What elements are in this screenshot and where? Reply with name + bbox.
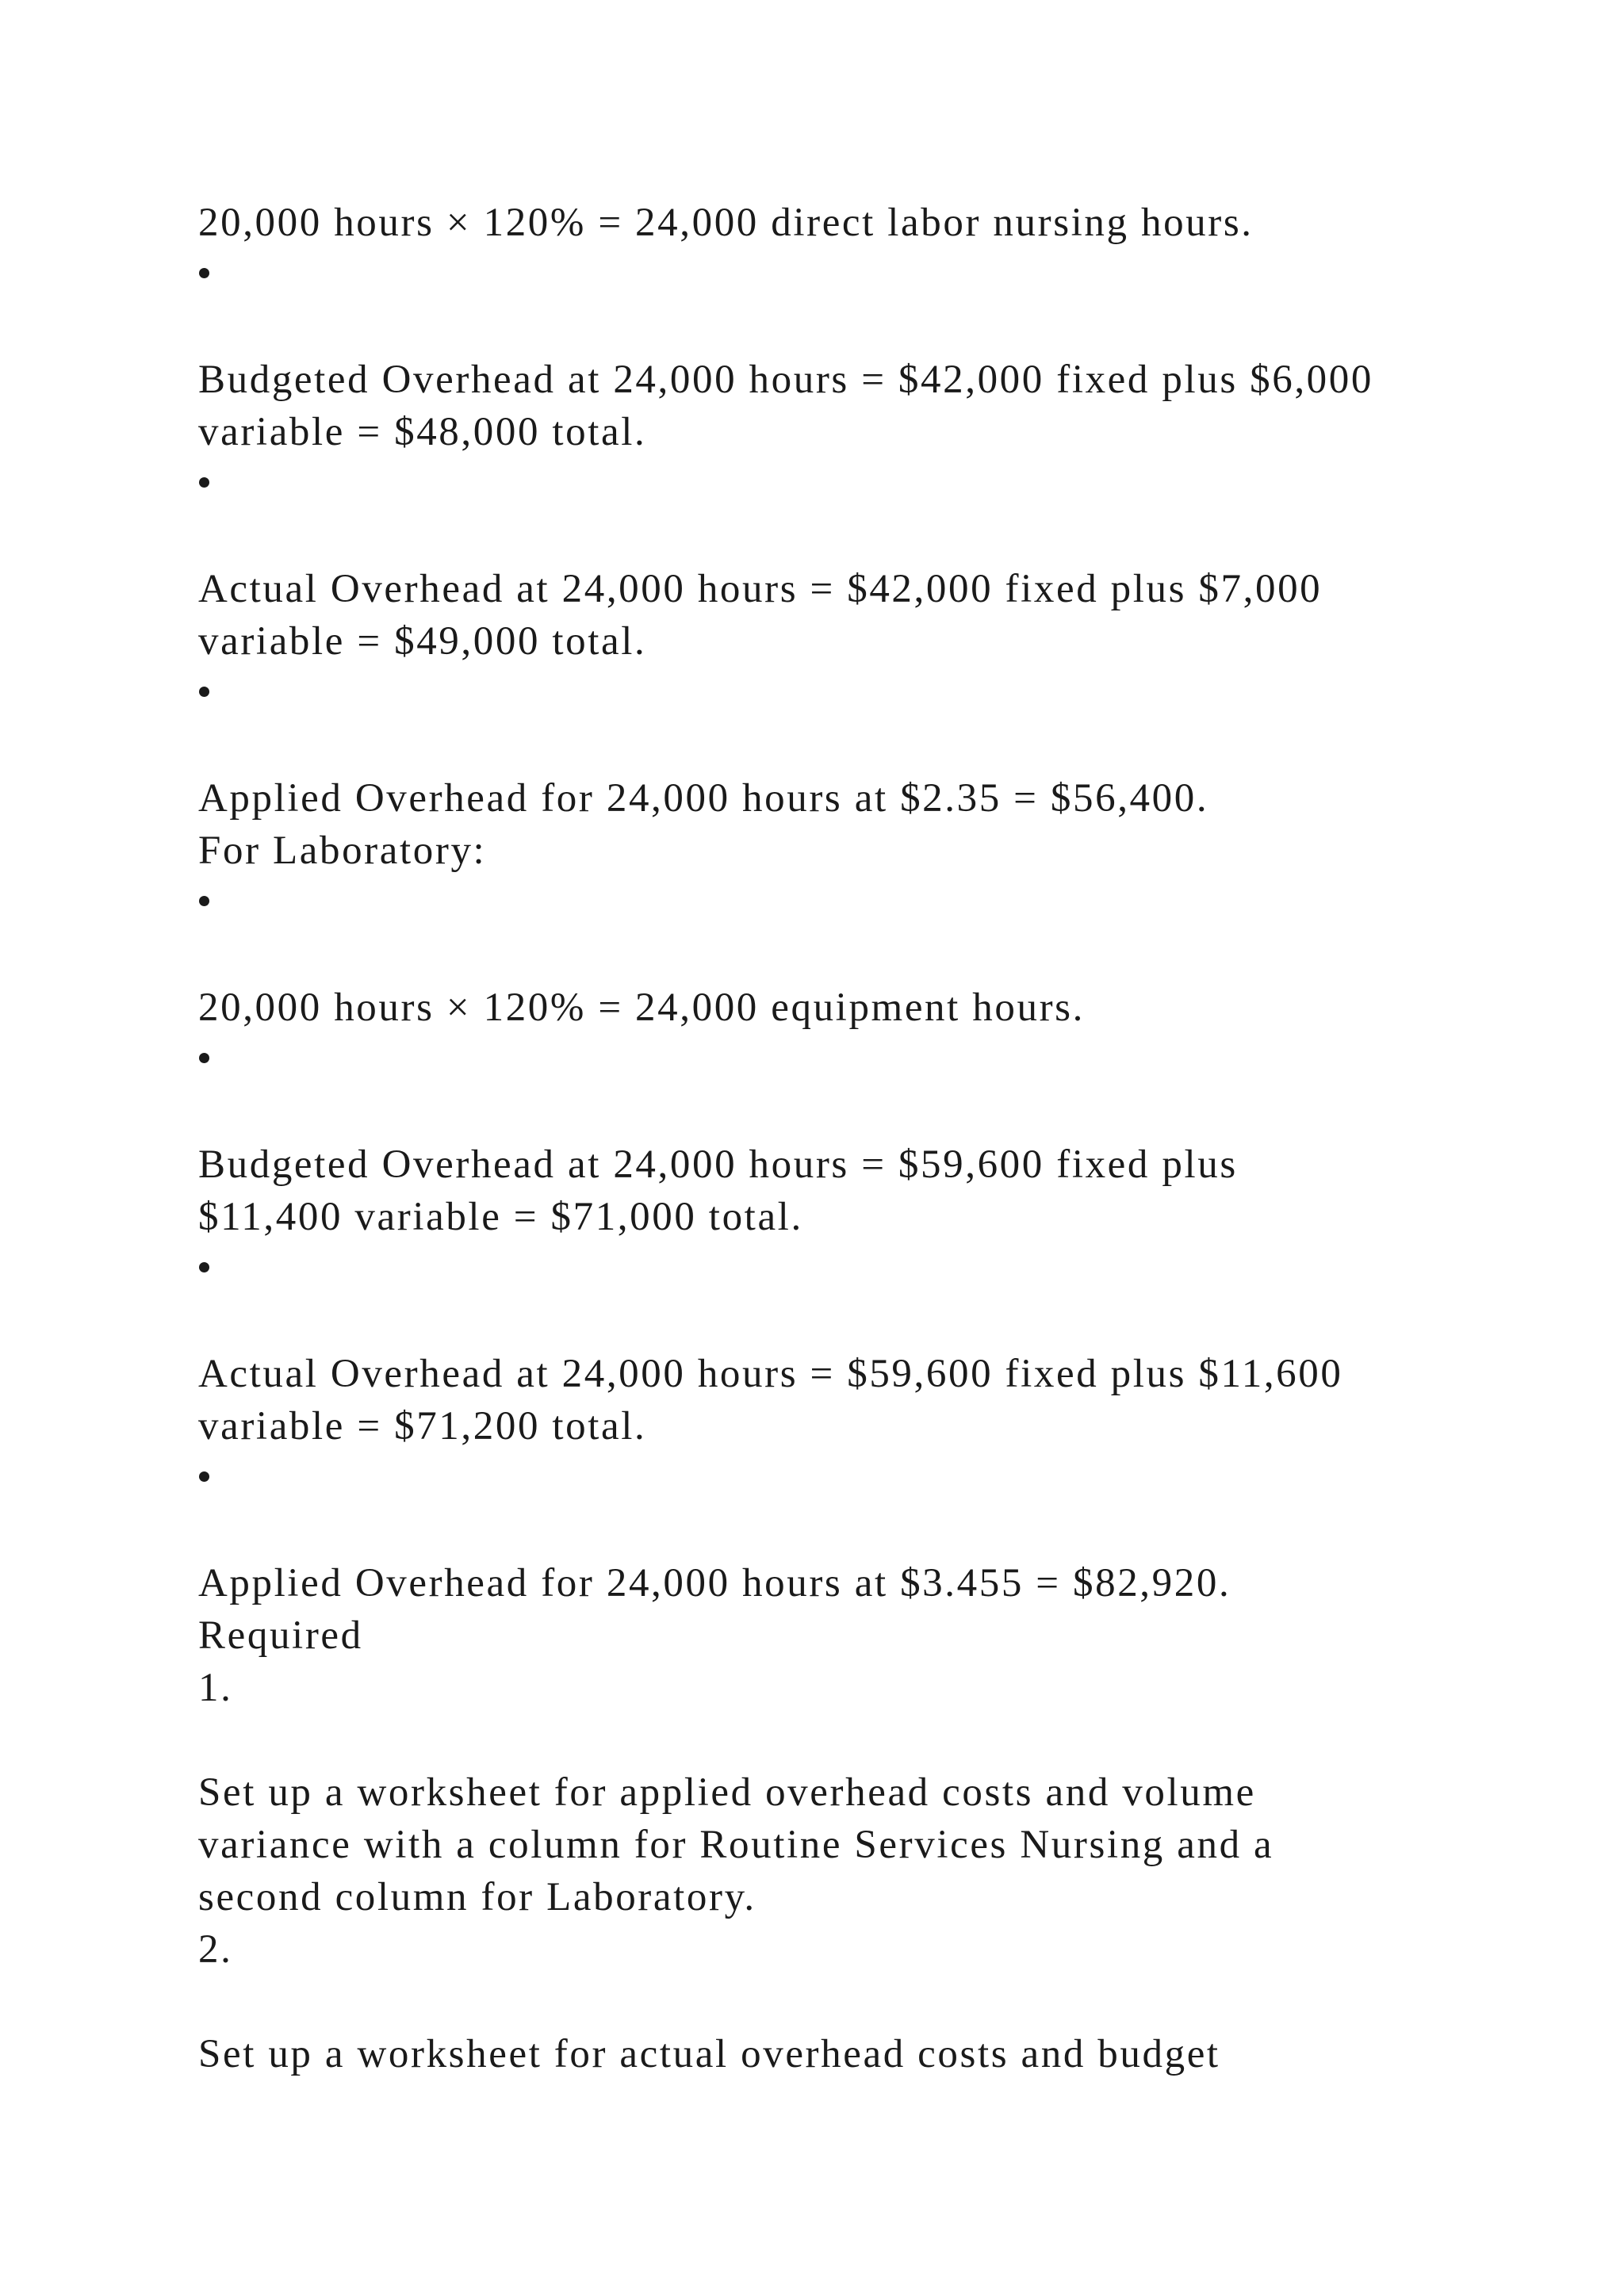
- text-line: variable = $48,000 total.: [198, 410, 647, 454]
- section-heading: For Laboratory:: [198, 828, 487, 873]
- text-line: Budgeted Overhead at 24,000 hours = $42,000 fixed plus $6,000: [198, 358, 1373, 402]
- text-line: Set up a worksheet for applied overhead costs and volume: [198, 1770, 1256, 1815]
- bullet-icon: [199, 896, 209, 906]
- text-line: Actual Overhead at 24,000 hours = $59,600 fixed plus $11,600: [198, 1352, 1343, 1396]
- text-line: Applied Overhead for 24,000 hours at $3.455 = $82,920.: [198, 1561, 1231, 1605]
- text-line: $11,400 variable = $71,000 total.: [198, 1195, 803, 1239]
- text-line: second column for Laboratory.: [198, 1875, 756, 1919]
- bullet-icon: [199, 477, 209, 488]
- section-heading: Required: [198, 1613, 363, 1658]
- bullet-icon: [199, 1053, 209, 1063]
- bullet-icon: [199, 268, 209, 278]
- text-line: variable = $49,000 total.: [198, 619, 647, 664]
- text-line: 20,000 hours × 120% = 24,000 direct labor nursing hours.: [198, 201, 1254, 245]
- list-number: 1.: [198, 1666, 233, 1710]
- text-line: variance with a column for Routine Services Nursing and a: [198, 1823, 1274, 1867]
- text-line: Budgeted Overhead at 24,000 hours = $59,600 fixed plus: [198, 1142, 1238, 1187]
- text-line: Applied Overhead for 24,000 hours at $2.35 = $56,400.: [198, 776, 1209, 821]
- list-number: 2.: [198, 1927, 233, 1972]
- text-line: variable = $71,200 total.: [198, 1404, 647, 1448]
- text-line: Set up a worksheet for actual overhead costs and budget: [198, 2032, 1220, 2076]
- text-line: 20,000 hours × 120% = 24,000 equipment hours.: [198, 985, 1085, 1030]
- bullet-icon: [199, 687, 209, 697]
- bullet-icon: [199, 1262, 209, 1272]
- bullet-icon: [199, 1471, 209, 1482]
- text-line: Actual Overhead at 24,000 hours = $42,000 fixed plus $7,000: [198, 567, 1323, 611]
